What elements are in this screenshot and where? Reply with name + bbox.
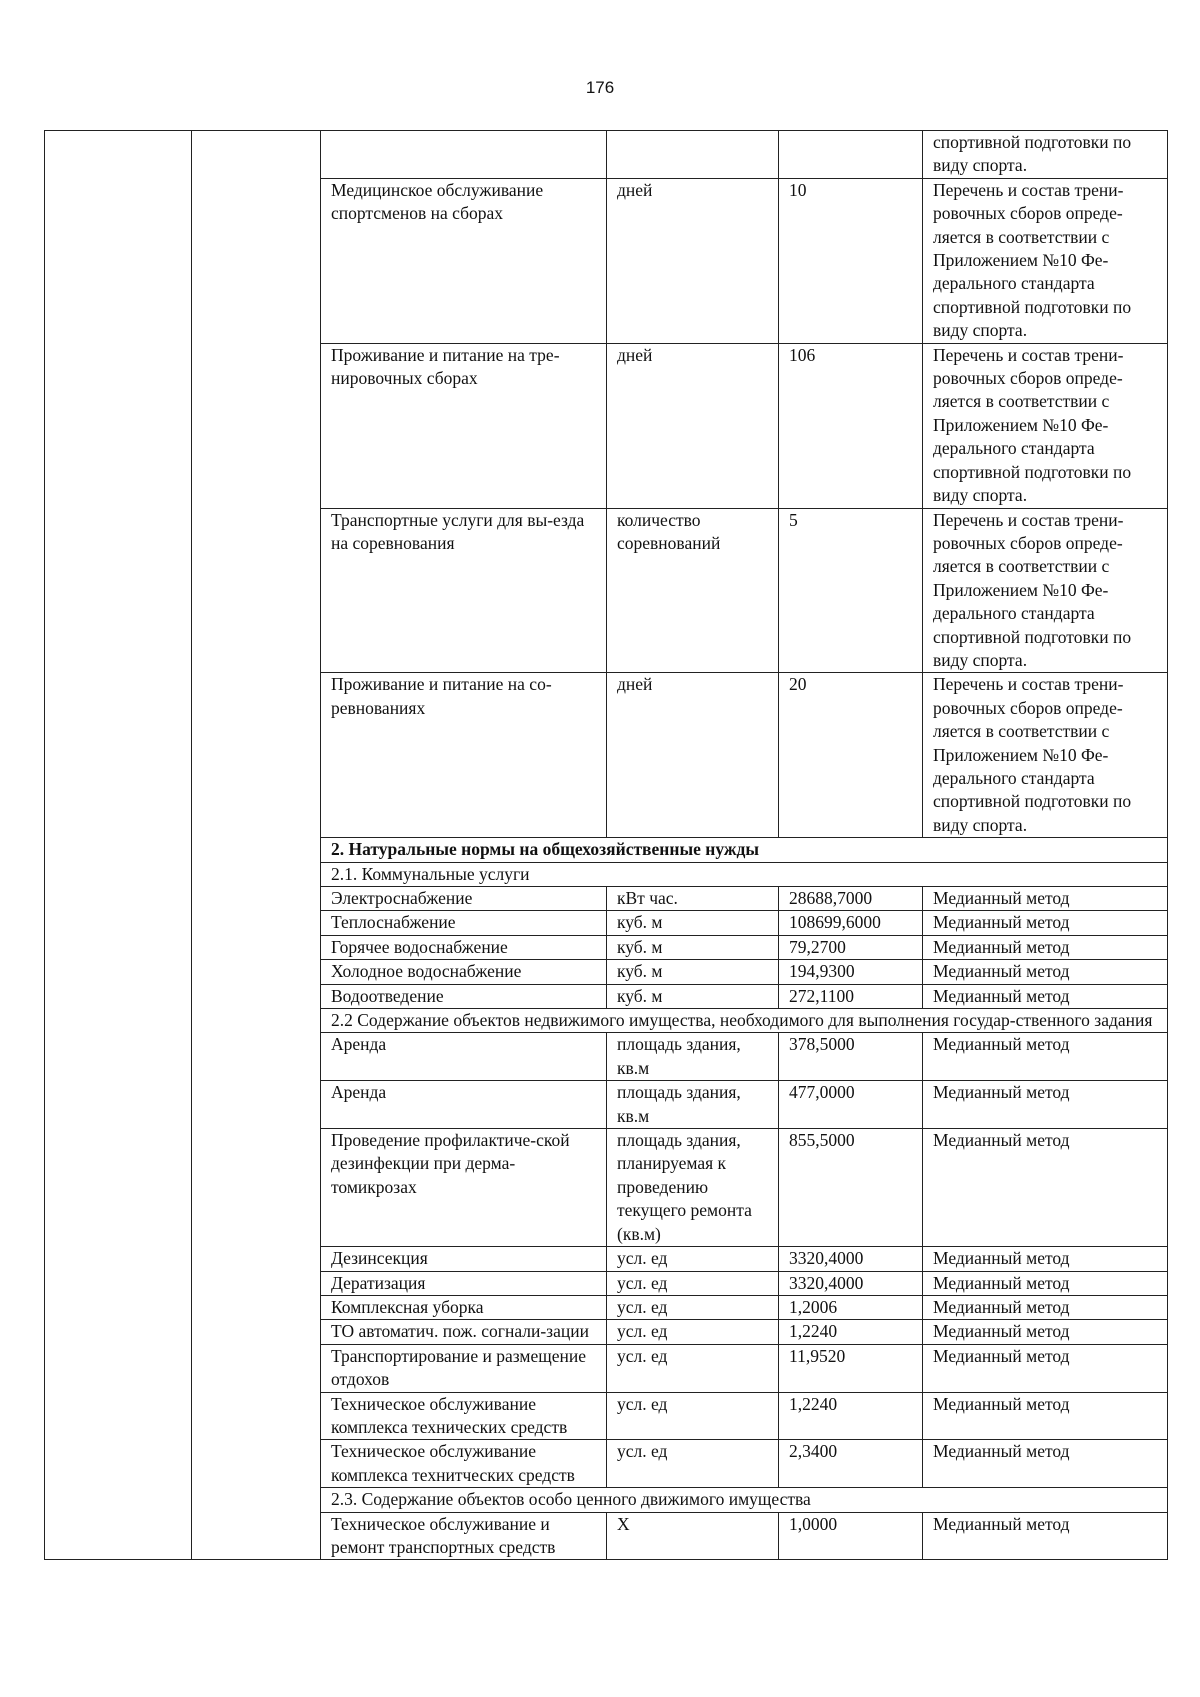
cell-name: Холодное водоснабжение bbox=[321, 960, 607, 984]
cell-name: Дезинсекция bbox=[321, 1247, 607, 1271]
cell-method: Медианный метод bbox=[923, 1320, 1168, 1344]
cell-unit: усл. ед bbox=[607, 1344, 779, 1392]
cell-value: 1,2240 bbox=[779, 1392, 923, 1440]
cell-value: 106 bbox=[779, 343, 923, 508]
cell-unit: площадь здания, кв.м bbox=[607, 1033, 779, 1081]
cell-value: 2,3400 bbox=[779, 1440, 923, 1488]
cell-unit: дней bbox=[607, 178, 779, 343]
cell-method: Медианный метод bbox=[923, 1129, 1168, 1247]
cell-method: Медианный метод bbox=[923, 1392, 1168, 1440]
cell-value: 1,0000 bbox=[779, 1512, 923, 1560]
cell-method: Медианный метод bbox=[923, 960, 1168, 984]
cell-unit: усл. ед bbox=[607, 1295, 779, 1319]
cell-value: 1,2006 bbox=[779, 1295, 923, 1319]
cell-method: Перечень и состав трени-ровочных сборов опреде-ляется в соответствии с Приложением №10 Фе-дерального стандарта спортивной подготовки по виду спорта. bbox=[923, 178, 1168, 343]
cell-name: Техническое обслуживание комплекса технитческих средств bbox=[321, 1440, 607, 1488]
cell-method: Медианный метод bbox=[923, 1271, 1168, 1295]
cell-unit: куб. м bbox=[607, 960, 779, 984]
cell-unit: усл. ед bbox=[607, 1271, 779, 1295]
cell-name bbox=[321, 131, 607, 179]
cell-value: 3320,4000 bbox=[779, 1247, 923, 1271]
cell-value: 1,2240 bbox=[779, 1320, 923, 1344]
cell-unit: куб. м bbox=[607, 911, 779, 935]
cell-value: 477,0000 bbox=[779, 1081, 923, 1129]
outer-column-1 bbox=[45, 131, 192, 1560]
outer-column-2 bbox=[192, 131, 321, 1560]
cell-value: 3320,4000 bbox=[779, 1271, 923, 1295]
cell-method: Медианный метод bbox=[923, 984, 1168, 1008]
cell-name: Дератизация bbox=[321, 1271, 607, 1295]
cell-unit: Х bbox=[607, 1512, 779, 1560]
cell-name: Электроснабжение bbox=[321, 887, 607, 911]
cell-name: Проживание и питание на со-ревнованиях bbox=[321, 673, 607, 838]
cell-unit: дней bbox=[607, 673, 779, 838]
cell-value: 10 bbox=[779, 178, 923, 343]
cell-value: 108699,6000 bbox=[779, 911, 923, 935]
cell-unit: площадь здания, кв.м bbox=[607, 1081, 779, 1129]
cell-unit: куб. м bbox=[607, 935, 779, 959]
cell-unit: количество соревнований bbox=[607, 508, 779, 673]
section-2-2-title: 2.2 Содержание объектов недвижимого имущества, необходимого для выполнения государ-ственного задания bbox=[321, 1009, 1168, 1033]
table-row-top-fragment bbox=[45, 131, 1168, 179]
cell-name: Комплексная уборка bbox=[321, 1295, 607, 1319]
cell-method: Медианный метод bbox=[923, 1295, 1168, 1319]
cell-name: Водоотведение bbox=[321, 984, 607, 1008]
cell-method: Медианный метод bbox=[923, 1033, 1168, 1081]
cell-unit: усл. ед bbox=[607, 1247, 779, 1271]
cell-name: Аренда bbox=[321, 1081, 607, 1129]
page-number: 176 bbox=[585, 78, 615, 97]
cell-name: Горячее водоснабжение bbox=[321, 935, 607, 959]
cell-unit: усл. ед bbox=[607, 1320, 779, 1344]
cell-unit: дней bbox=[607, 343, 779, 508]
cell-method: Медианный метод bbox=[923, 1344, 1168, 1392]
cell-unit bbox=[607, 131, 779, 179]
cell-value: 378,5000 bbox=[779, 1033, 923, 1081]
cell-unit: площадь здания, планируемая к проведению текущего ремонта (кв.м) bbox=[607, 1129, 779, 1247]
cell-method: Медианный метод bbox=[923, 1512, 1168, 1560]
cell-unit: усл. ед bbox=[607, 1392, 779, 1440]
cell-name: Техническое обслуживание комплекса технических средств bbox=[321, 1392, 607, 1440]
cell-value: 855,5000 bbox=[779, 1129, 923, 1247]
cell-method: Медианный метод bbox=[923, 911, 1168, 935]
cell-value: 79,2700 bbox=[779, 935, 923, 959]
cell-name: Транспортирование и размещение отдохов bbox=[321, 1344, 607, 1392]
cell-name: Аренда bbox=[321, 1033, 607, 1081]
cell-unit: куб. м bbox=[607, 984, 779, 1008]
cell-value bbox=[779, 131, 923, 179]
cell-value: 20 bbox=[779, 673, 923, 838]
cell-method: Медианный метод bbox=[923, 1081, 1168, 1129]
cell-method: Медианный метод bbox=[923, 1247, 1168, 1271]
cell-name: Проведение профилактиче-ской дезинфекции при дерма-томикрозах bbox=[321, 1129, 607, 1247]
cell-method: Перечень и состав трени-ровочных сборов опреде-ляется в соответствии с Приложением №10 Фе-дерального стандарта спортивной подготовки по виду спорта. bbox=[923, 673, 1168, 838]
cell-unit: кВт час. bbox=[607, 887, 779, 911]
section-2-3-title: 2.3. Содержание объектов особо ценного движимого имущества bbox=[321, 1488, 1168, 1512]
cell-method: Медианный метод bbox=[923, 935, 1168, 959]
section-2-1-title: 2.1. Коммунальные услуги bbox=[321, 862, 1168, 886]
cell-name: Проживание и питание на тре-нировочных сборах bbox=[321, 343, 607, 508]
cell-value: 272,1100 bbox=[779, 984, 923, 1008]
cell-value: 11,9520 bbox=[779, 1344, 923, 1392]
cell-unit: усл. ед bbox=[607, 1440, 779, 1488]
cell-method: Медианный метод bbox=[923, 887, 1168, 911]
cell-name: ТО автоматич. пож. согнали-зации bbox=[321, 1320, 607, 1344]
cell-method: Медианный метод bbox=[923, 1440, 1168, 1488]
cell-name: Транспортные услуги для вы-езда на соревнования bbox=[321, 508, 607, 673]
cell-method: спортивной подготовки по виду спорта. bbox=[923, 131, 1168, 179]
cell-method: Перечень и состав трени-ровочных сборов опреде-ляется в соответствии с Приложением №10 Фе-дерального стандарта спортивной подготовки по виду спорта. bbox=[923, 343, 1168, 508]
cell-value: 28688,7000 bbox=[779, 887, 923, 911]
cell-value: 5 bbox=[779, 508, 923, 673]
norms-table bbox=[44, 130, 1168, 1560]
cell-name: Теплоснабжение bbox=[321, 911, 607, 935]
section-2-title: 2. Натуральные нормы на общехозяйственные нужды bbox=[321, 838, 1168, 862]
cell-name: Медицинское обслуживание спортсменов на сборах bbox=[321, 178, 607, 343]
cell-method: Перечень и состав трени-ровочных сборов опреде-ляется в соответствии с Приложением №10 Фе-дерального стандарта спортивной подготовки по виду спорта. bbox=[923, 508, 1168, 673]
cell-value: 194,9300 bbox=[779, 960, 923, 984]
cell-name: Техническое обслуживание и ремонт транспортных средств bbox=[321, 1512, 607, 1560]
